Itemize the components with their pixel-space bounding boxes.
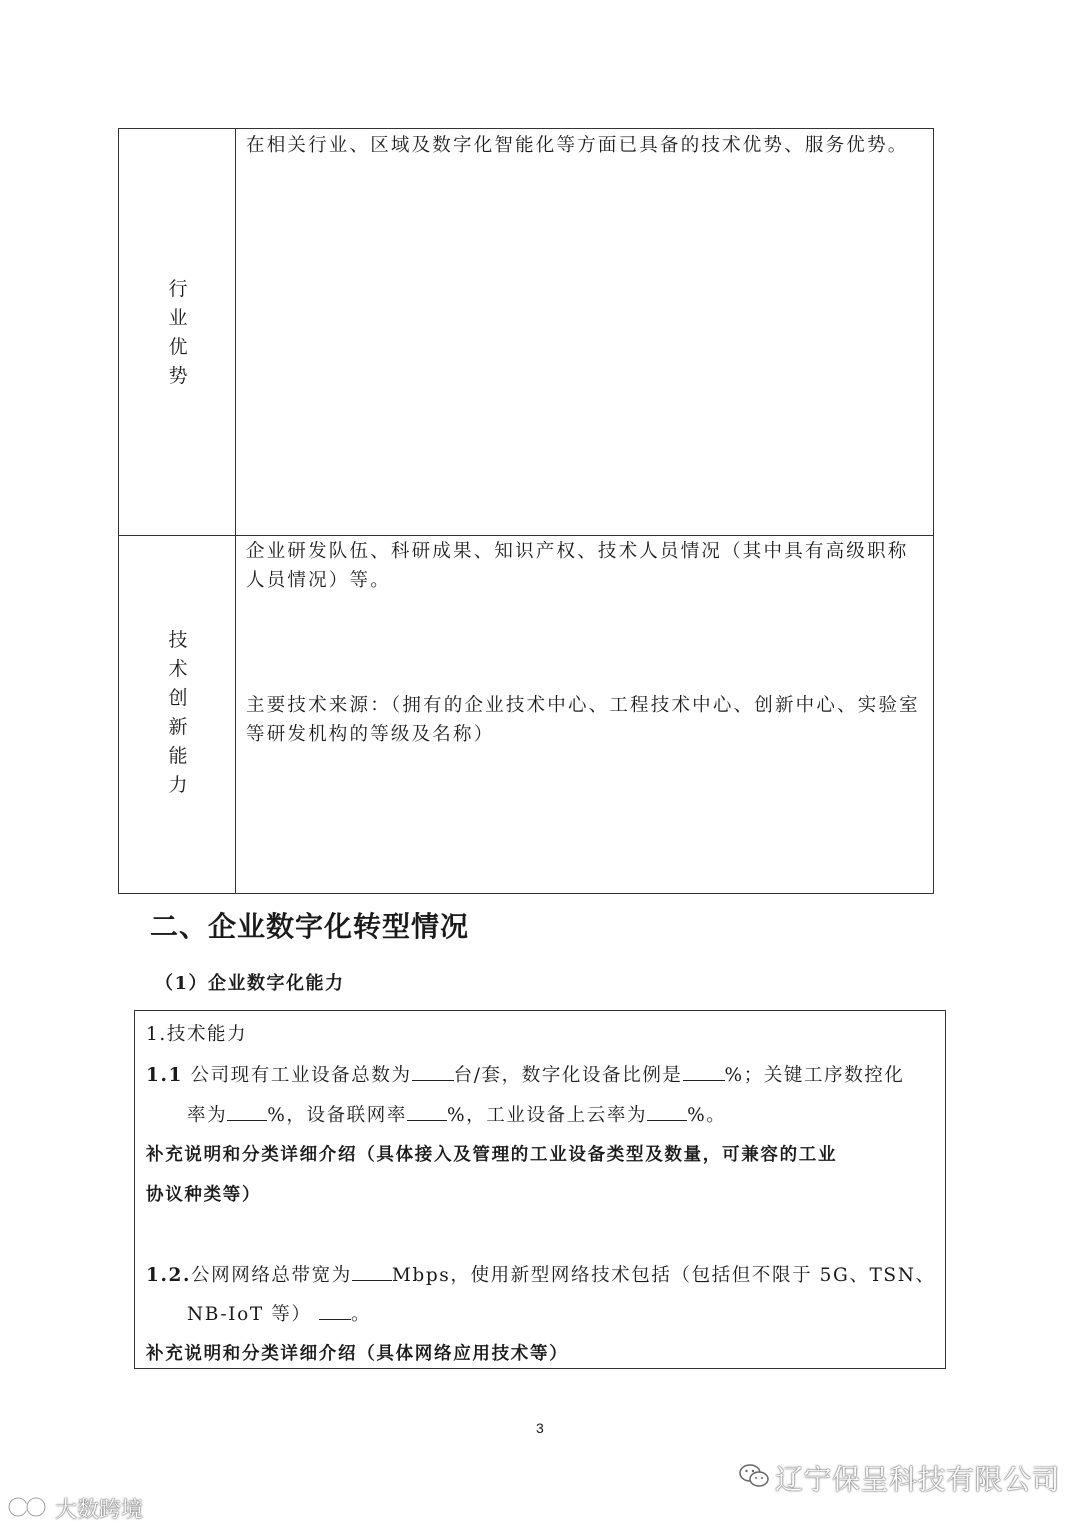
page-number: 3 [536,1420,544,1436]
network-rate-blank[interactable] [407,1102,447,1121]
bandwidth-blank[interactable] [352,1262,392,1281]
item-1-2-line1 [146,1262,936,1289]
watermark-company: 辽宁保呈科技有限公司 [775,1463,1061,1496]
item-1-1-text-d: 率为 [187,1105,228,1126]
item-1-1-line2 [187,1102,726,1129]
note-1-line2: 协议种类等） [146,1185,262,1205]
item-1-1-text-a: 公司现有工业设备总数为 [183,1065,412,1086]
item-1-1-text-e: %，设备联网率 [267,1105,407,1126]
tech-innovation-text-rd: 企业研发队伍、科研成果、知识产权、技术人员情况（其中具有高级职称人员情况）等。 [246,541,909,591]
tech-innovation-text-source: 主要技术来源：（拥有的企业技术中心、工程技术中心、创新中心、实验室等研发机构的等级及名称） [246,695,920,745]
wechat-icon [738,1462,770,1494]
item-1-1-text-g: %。 [687,1105,727,1126]
weibo-icon [6,1494,52,1524]
item-1-2-text-d: 。 [350,1304,372,1325]
watermark-source: 大数跨境 [55,1498,144,1523]
note-1-line1: 补充说明和分类详细介绍（具体接入及管理的工业设备类型及数量，可兼容的工业 [146,1145,838,1165]
item-1-2-number: 1.2. [146,1265,192,1286]
digital-ratio-blank[interactable] [683,1062,725,1081]
item-1-2-text-b: Mbps，使用新型网络技术包括（包括但不限于 5G、TSN、 [391,1265,936,1286]
item-1-2-text-a: 公网网络总带宽为 [191,1265,352,1286]
box-heading: 1.技术能力 [146,1024,248,1045]
item-1-2-line2 [187,1301,371,1328]
cloud-rate-blank[interactable] [647,1102,687,1121]
item-1-1-text-b: 台/套，数字化设备比例是 [453,1065,683,1086]
item-1-1-line1 [146,1062,905,1089]
table-row-industry-advantage-content-cell [235,128,934,536]
industry-advantage-text: 在相关行业、区域及数字化智能化等方面已具备的技术优势、服务优势。 [246,135,909,156]
section-title: 二、企业数字化转型情况 [150,910,470,943]
tech-innovation-label: 技 术 创 新 能 力 [168,629,188,796]
cnc-rate-blank[interactable] [227,1102,267,1121]
equipment-count-blank[interactable] [412,1062,454,1081]
item-1-1-number: 1.1 [146,1065,183,1086]
industry-advantage-label: 行 业 优 势 [168,278,188,387]
network-tech-blank[interactable] [319,1301,351,1320]
item-1-1-text-f: %，工业设备上云率为 [446,1105,648,1126]
note-2: 补充说明和分类详细介绍（具体网络应用技术等） [146,1344,569,1364]
item-1-2-text-c: NB-IoT 等） [187,1304,312,1325]
item-1-1-text-c: %；关键工序数控化 [724,1065,905,1086]
subsection-title: （1）企业数字化能力 [155,973,345,994]
